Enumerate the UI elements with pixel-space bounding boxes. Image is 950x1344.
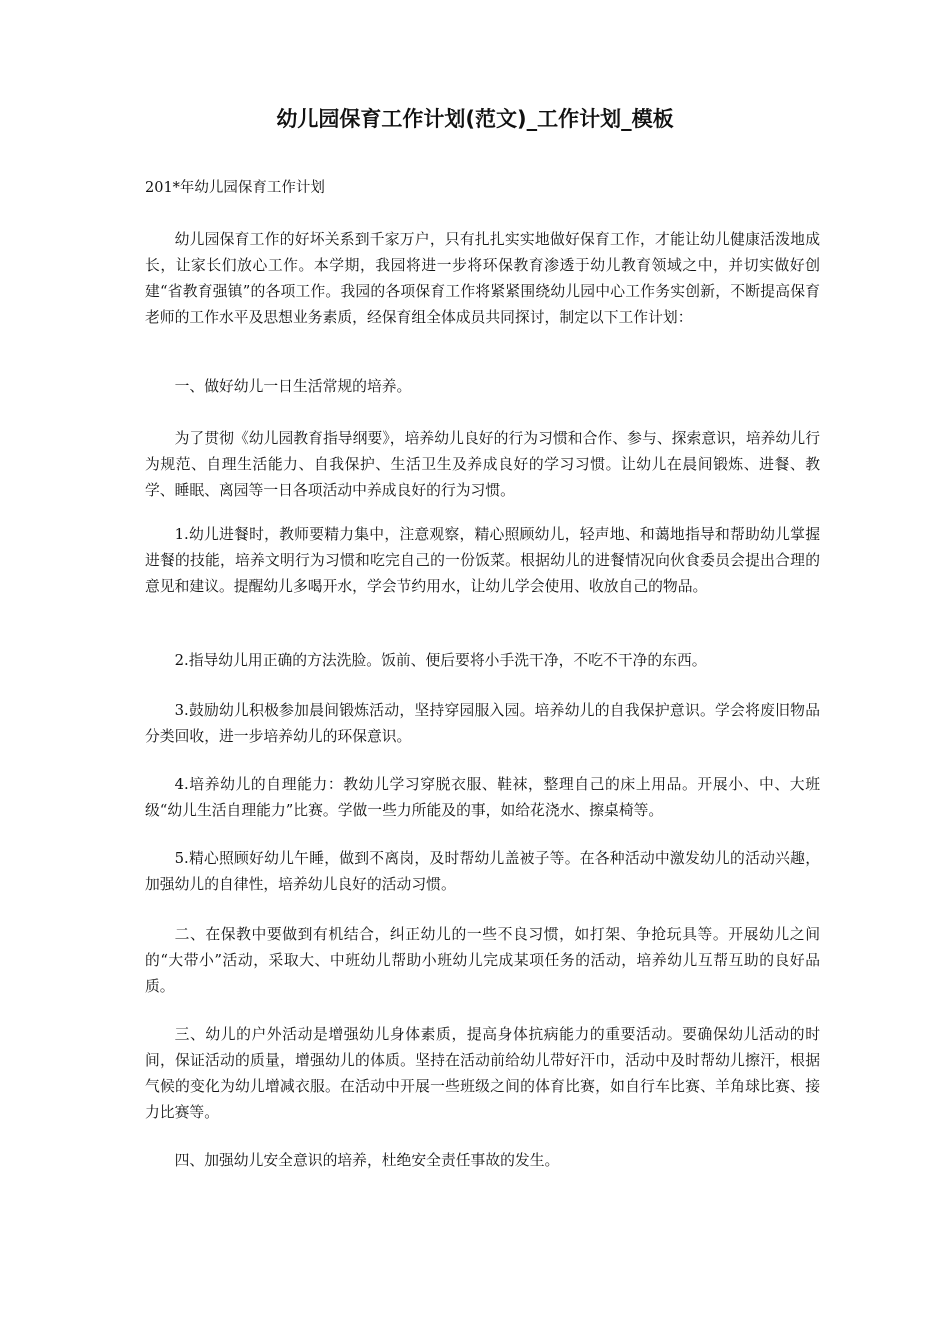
paragraph-item-5: 5.精心照顾好幼儿午睡，做到不离岗，及时帮幼儿盖被子等。在各种活动中激发幼儿的活动兴趣，加强幼儿的自律性，培养幼儿良好的活动习惯。 — [145, 850, 820, 893]
paragraph-intro: 幼儿园保育工作的好坏关系到千家万户，只有扎扎实实地做好保育工作，才能让幼儿健康活泼地成长，让家长们放心工作。本学期，我园将进一步将环保教育渗透于幼儿教育领域之中，并切实做好创建“省教育强镇”的各项工作。我园的各项保育工作将紧紧围绕幼儿园中心工作务实创新，不断提高保育老师的工作水平及思想业务素质，经保育组全体成员共同探讨，制定以下工作计划： — [145, 231, 820, 326]
paragraph-item-1: 1.幼儿进餐时，教师要精力集中，注意观察，精心照顾幼儿，轻声地、和蔼地指导和帮助幼儿掌握进餐的技能，培养文明行为习惯和吃完自己的一份饭菜。根据幼儿的进餐情况向伙食委员会提出合理的意见和建议。提醒幼儿多喝开水，学会节约用水，让幼儿学会使用、收放自己的物品。 — [145, 526, 820, 595]
paragraph-section-1-body: 为了贯彻《幼儿园教育指导纲要》，培养幼儿良好的行为习惯和合作、参与、探索意识，培养幼儿行为规范、自理生活能力、自我保护、生活卫生及养成良好的学习习惯。让幼儿在晨间锻炼、进餐、教学、睡眠、离园等一日各项活动中养成良好的行为习惯。 — [145, 430, 820, 499]
paragraph-item-4: 4.培养幼儿的自理能力：教幼儿学习穿脱衣服、鞋袜，整理自己的床上用品。开展小、中、大班级“幼儿生活自理能力”比赛。学做一些力所能及的事，如给花浇水、擦桌椅等。 — [145, 776, 820, 819]
paragraph-section-3: 三、幼儿的户外活动是增强幼儿身体素质，提高身体抗病能力的重要活动。要确保幼儿活动的时间，保证活动的质量，增强幼儿的体质。坚持在活动前给幼儿带好汗巾，活动中及时帮幼儿擦汗，根据气候的变化为幼儿增减衣服。在活动中开展一些班级之间的体育比赛，如自行车比赛、羊角球比赛、接力比赛等。 — [145, 1026, 820, 1121]
document-title: 幼儿园保育工作计划(范文)_工作计划_模板 — [276, 107, 674, 131]
paragraph-section-4: 四、加强幼儿安全意识的培养，杜绝安全责任事故的发生。 — [174, 1152, 560, 1169]
document-subtitle: 201*年幼儿园保育工作计划 — [145, 180, 325, 196]
paragraph-section-2: 二、在保教中要做到有机结合，纠正幼儿的一些不良习惯，如打架、争抢玩具等。开展幼儿之间的“大带小”活动，采取大、中班幼儿帮助小班幼儿完成某项任务的活动，培养幼儿互帮互助的良好品质。 — [145, 926, 820, 995]
paragraph-item-2: 2.指导幼儿用正确的方法洗脸。饭前、便后要将小手洗干净，不吃不干净的东西。 — [174, 652, 707, 669]
paragraph-item-3: 3.鼓励幼儿积极参加晨间锻炼活动，坚持穿园服入园。培养幼儿的自我保护意识。学会将废旧物品分类回收，进一步培养幼儿的环保意识。 — [145, 702, 820, 745]
paragraph-section-1-heading: 一、做好幼儿一日生活常规的培养。 — [174, 378, 412, 395]
